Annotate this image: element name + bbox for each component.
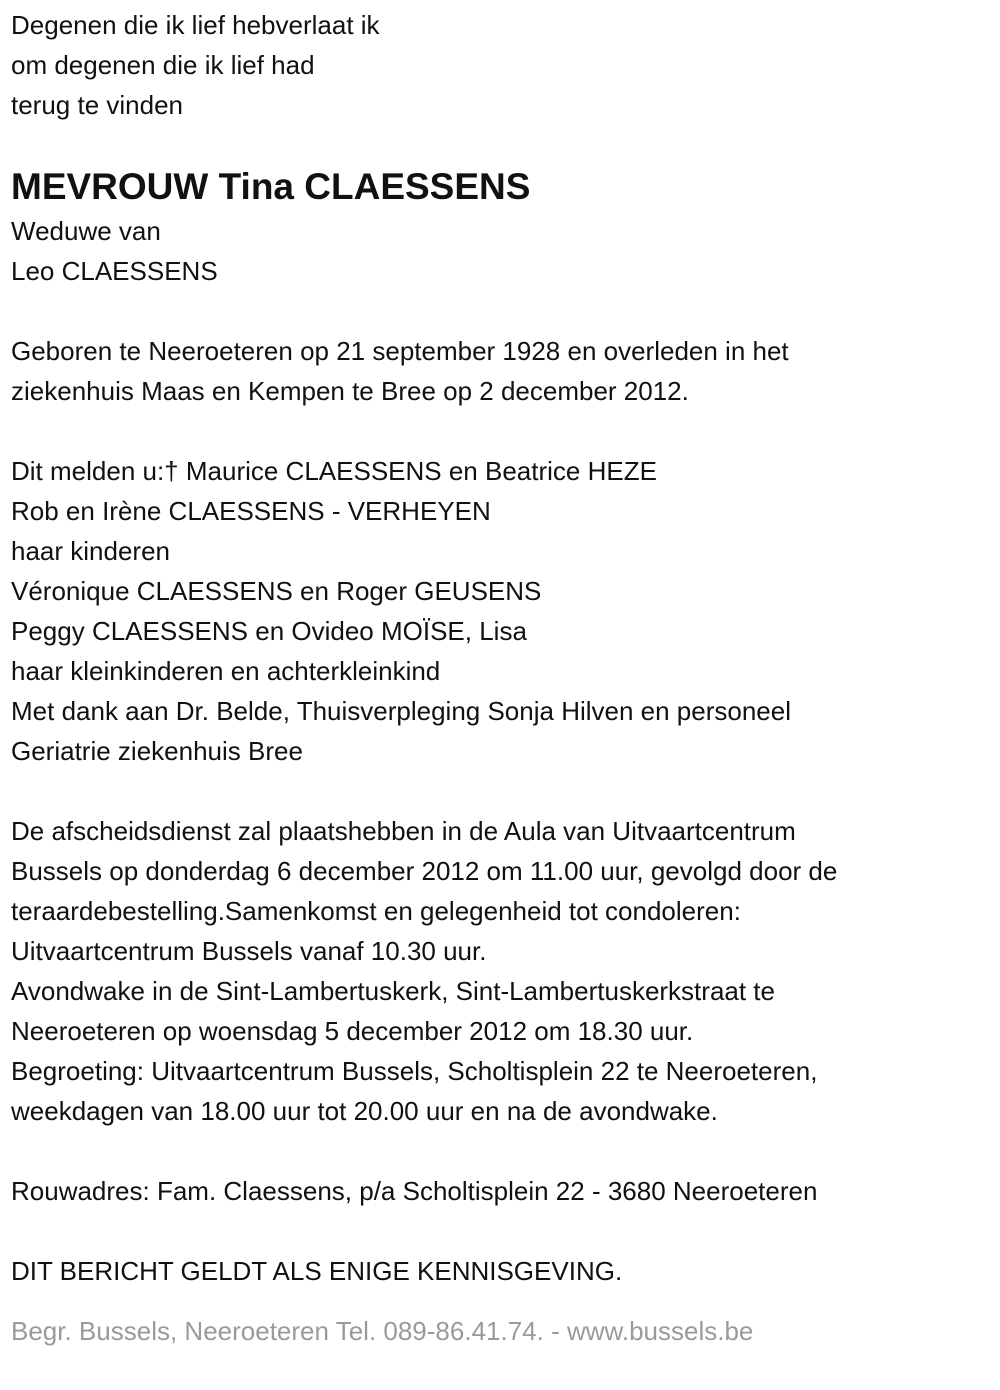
motto-line: om degenen die ik lief had — [11, 50, 315, 80]
family-line: Peggy CLAESSENS en Ovideo MOÏSE, Lisa — [11, 616, 527, 646]
notice: DIT BERICHT GELDT ALS ENIGE KENNISGEVING. — [11, 1256, 623, 1286]
spouse-line: Leo CLAESSENS — [11, 256, 218, 286]
motto-line: Degenen die ik lief hebverlaat ik — [11, 10, 380, 40]
service-line: Neeroeteren op woensdag 5 december 2012 om 18.30 uur. — [11, 1016, 694, 1046]
service-line: Avondwake in de Sint-Lambertuskerk, Sint-Lambertuskerkstraat te — [11, 976, 775, 1006]
motto-line: terug te vinden — [11, 90, 184, 120]
service-line: Bussels op donderdag 6 december 2012 om 11.00 uur, gevolgd door de — [11, 856, 838, 886]
service-line: Uitvaartcentrum Bussels vanaf 10.30 uur. — [11, 936, 487, 966]
family-line: Geriatrie ziekenhuis Bree — [11, 736, 303, 766]
family-line: Rob en Irène CLAESSENS - VERHEYEN — [11, 496, 491, 526]
motto — [11, 5, 1000, 125]
service-line: teraardebestelling.Samenkomst en gelegenheid tot condoleren: — [11, 896, 741, 926]
funeral-home-footer: Begr. Bussels, Neeroeteren Tel. 089-86.41.74. - www.bussels.be — [11, 1316, 754, 1346]
family-line: Dit melden u:† Maurice CLAESSENS en Beatrice HEZE — [11, 456, 657, 486]
deceased-name: MEVROUW Tina CLAESSENS — [11, 166, 531, 207]
family-line: haar kleinkinderen en achterkleinkind — [11, 656, 441, 686]
service-line: De afscheidsdienst zal plaatshebben in de Aula van Uitvaartcentrum — [11, 816, 796, 846]
mourning-address: Rouwadres: Fam. Claessens, p/a Scholtisplein 22 - 3680 Neeroeteren — [11, 1176, 818, 1206]
birth-death-line: ziekenhuis Maas en Kempen te Bree op 2 december 2012. — [11, 376, 689, 406]
spouse-line: Weduwe van — [11, 216, 161, 246]
family-line: Met dank aan Dr. Belde, Thuisverpleging Sonja Hilven en personeel — [11, 696, 791, 726]
service-line: Begroeting: Uitvaartcentrum Bussels, Scholtisplein 22 te Neeroeteren, — [11, 1056, 818, 1086]
family-line: haar kinderen — [11, 536, 170, 566]
birth-death-line: Geboren te Neeroeteren op 21 september 1928 en overleden in het — [11, 336, 789, 366]
service-line: weekdagen van 18.00 uur tot 20.00 uur en na de avondwake. — [11, 1096, 718, 1126]
family-line: Véronique CLAESSENS en Roger GEUSENS — [11, 576, 542, 606]
